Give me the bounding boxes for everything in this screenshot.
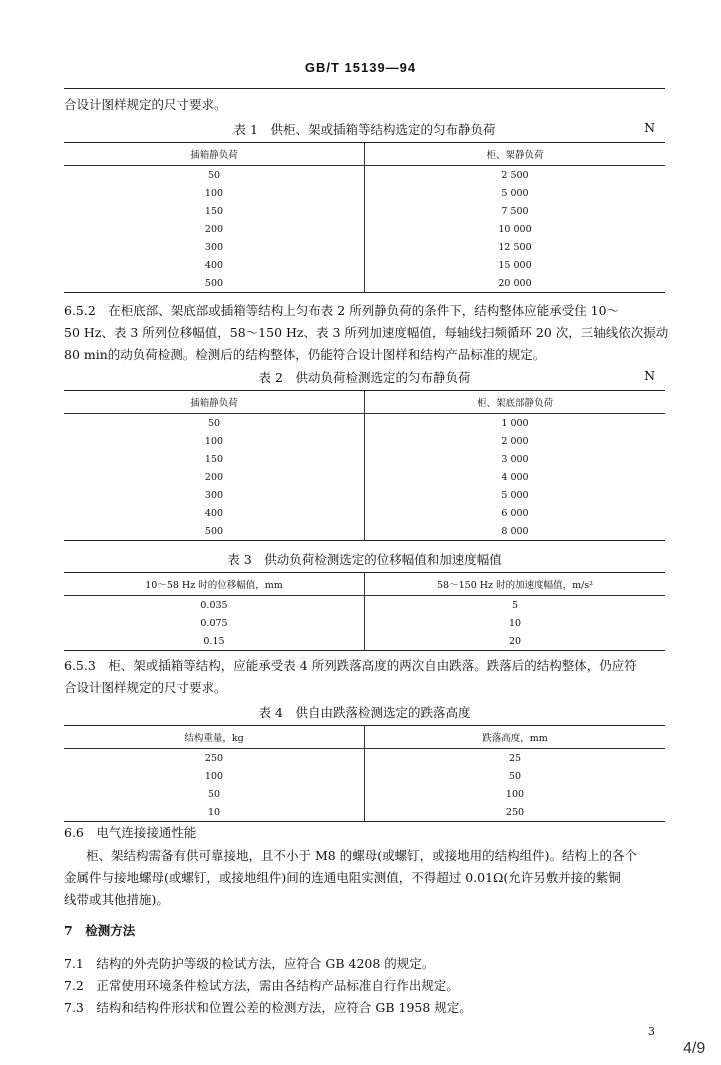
table-row	[64, 749, 665, 768]
table-row	[64, 166, 665, 185]
column-header: 柜、架底部静负荷	[365, 391, 666, 414]
table-cell: 400	[204, 507, 224, 519]
table-cell: 0.035	[200, 599, 228, 611]
sec652-line-3: 80 min的动负荷检测。检测后的结构整体，仍能符合设计图样和结构产品标准的规定。	[64, 347, 546, 362]
table-row	[64, 522, 665, 541]
table-row	[64, 614, 665, 632]
header-rule	[64, 88, 665, 89]
sec653-line-2: 合设计图样规定的尺寸要求。	[64, 680, 227, 695]
table-cell: 150	[204, 205, 224, 217]
table-cell: 15 000	[365, 256, 666, 274]
table1-unit: N	[644, 120, 655, 135]
table-cell: 25	[365, 749, 666, 768]
table-row	[64, 632, 665, 651]
column-header: 插箱静负荷	[64, 391, 365, 414]
sec652-line-2: 50 Hz、表 3 所列位移幅值，58～150 Hz、表 3 所列加速度幅值，每轴线扫频循环 20 次，三轴线依次振动	[64, 325, 669, 340]
table-row	[64, 184, 665, 202]
table-cell: 100	[204, 435, 224, 447]
table-cell: 100	[365, 785, 666, 803]
table2-unit: N	[644, 368, 655, 383]
column-header: 10～58 Hz 时的位移幅值，mm	[64, 573, 365, 596]
table-row	[64, 432, 665, 450]
intro-line: 合设计图样规定的尺寸要求。	[64, 97, 227, 112]
sec652-line-1: 6.5.2 在柜底部、架底部或插箱等结构上匀布表 2 所列静负荷的条件下，结构整体应能承受住 10～	[64, 303, 620, 318]
table-cell: 300	[204, 489, 224, 501]
table-row	[64, 767, 665, 785]
table-cell: 500	[204, 525, 224, 537]
column-header: 跌落高度，mm	[365, 726, 666, 749]
table2-caption: 表 2 供动负荷检测选定的匀布静负荷	[258, 370, 471, 385]
column-header: 插箱静负荷	[64, 143, 365, 166]
table-cell: 250	[365, 803, 666, 822]
table-cell: 1 000	[365, 414, 666, 433]
table-cell: 2 500	[365, 166, 666, 185]
table-cell: 8 000	[365, 522, 666, 541]
table-cell: 300	[204, 241, 224, 253]
table-row	[64, 274, 665, 293]
sec66-line-3: 线带或其他措施)。	[64, 892, 169, 907]
table-cell: 20 000	[365, 274, 666, 293]
table4	[64, 725, 665, 822]
table-cell: 2 000	[365, 432, 666, 450]
table1-caption: 表 1 供柜、架或插箱等结构选定的匀布静负荷	[233, 122, 496, 137]
table2	[64, 390, 665, 541]
table-cell: 6 000	[365, 504, 666, 522]
table-cell: 10 000	[365, 220, 666, 238]
table-cell: 100	[204, 187, 224, 199]
table-row	[64, 785, 665, 803]
table-row	[64, 450, 665, 468]
table-row	[64, 486, 665, 504]
table-cell: 10	[207, 806, 221, 818]
sec7-title: 7 检测方法	[64, 923, 136, 938]
table1	[64, 142, 665, 293]
table-cell: 200	[204, 471, 224, 483]
table-cell: 150	[204, 453, 224, 465]
table-cell: 50	[207, 169, 221, 181]
table-cell: 100	[204, 770, 224, 782]
sec66-title: 6.6 电气连接接通性能	[64, 825, 197, 840]
table-cell: 200	[204, 223, 224, 235]
table-cell: 400	[204, 259, 224, 271]
table-row	[64, 468, 665, 486]
table-cell: 50	[207, 417, 221, 429]
table-row	[64, 220, 665, 238]
table-cell: 4 000	[365, 468, 666, 486]
sec653-line-1: 6.5.3 柜、架或插箱等结构，应能承受表 4 所列跌落高度的两次自由跌落。跌落后的结构整体，仍应符	[64, 658, 637, 673]
sec7-item-3: 7.3 结构和结构件形状和位置公差的检测方法，应符合 GB 1958 规定。	[64, 1000, 472, 1015]
table-cell: 20	[365, 632, 666, 651]
table-cell: 250	[204, 752, 224, 764]
table-cell: 0.075	[200, 617, 228, 629]
table-cell: 5	[365, 596, 666, 615]
table-cell: 50	[365, 767, 666, 785]
sec66-line-1: 柜、架结构需备有供可靠接地，且不小于 M8 的螺母(或螺钉，或接地用的结构组件)。结构上的各个	[86, 848, 637, 863]
table-cell: 500	[204, 277, 224, 289]
table-cell: 50	[207, 788, 221, 800]
table-row	[64, 238, 665, 256]
table-cell: 3 000	[365, 450, 666, 468]
table-row	[64, 256, 665, 274]
table3	[64, 572, 665, 651]
viewer-page-indicator: 4/9	[683, 1040, 706, 1057]
table-row	[64, 504, 665, 522]
table-cell: 10	[365, 614, 666, 632]
table-row	[64, 202, 665, 220]
table-row	[64, 596, 665, 615]
table-row	[64, 414, 665, 433]
sec7-item-1: 7.1 结构的外壳防护等级的检试方法，应符合 GB 4208 的规定。	[64, 956, 435, 971]
table-row	[64, 803, 665, 822]
sec7-item-2: 7.2 正常使用环境条件检试方法，需由各结构产品标准自行作出规定。	[64, 978, 459, 993]
column-header: 58～150 Hz 时的加速度幅值，m/s²	[365, 573, 666, 596]
running-header: GB/T 15139—94	[304, 60, 417, 75]
page-number: 3	[648, 1025, 655, 1038]
table-cell: 5 000	[365, 486, 666, 504]
table3-caption: 表 3 供动负荷检测选定的位移幅值和加速度幅值	[227, 552, 502, 567]
table-cell: 7 500	[365, 202, 666, 220]
column-header: 柜、架静负荷	[365, 143, 666, 166]
table-cell: 5 000	[365, 184, 666, 202]
table-cell: 12 500	[365, 238, 666, 256]
table4-caption: 表 4 供自由跌落检测选定的跌落高度	[258, 705, 471, 720]
column-header: 结构重量，kg	[64, 726, 365, 749]
table-cell: 0.15	[203, 635, 225, 647]
sec66-line-2: 金属件与接地螺母(或螺钉，或接地组件)间的连通电阻实测值，不得超过 0.01Ω(允许另敷并接的紫铜	[64, 870, 621, 885]
